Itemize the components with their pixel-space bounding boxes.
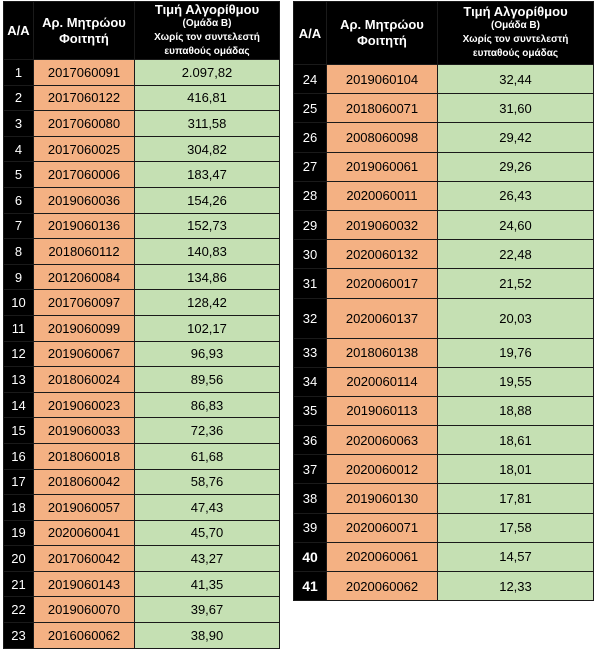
student-id: 2017060097 bbox=[34, 290, 135, 316]
row-number: 28 bbox=[294, 181, 327, 210]
table-row bbox=[4, 85, 280, 111]
algorithm-value: 58,76 bbox=[135, 469, 280, 495]
header-student-id-line2: Φοιτητή bbox=[357, 33, 407, 48]
algorithm-value: 26,43 bbox=[438, 181, 594, 210]
row-number: 3 bbox=[4, 111, 34, 137]
header-algorithm-value bbox=[438, 2, 594, 65]
student-id: 2020060071 bbox=[327, 513, 438, 542]
header-student-id-line1: Αρ. Μητρώου bbox=[42, 14, 126, 30]
algorithm-value: 32,44 bbox=[438, 65, 594, 94]
algorithm-value: 22,48 bbox=[438, 240, 594, 269]
algorithm-value: 18,01 bbox=[438, 455, 594, 484]
header-value-line3: Χωρίς τον συντελεστή bbox=[154, 31, 260, 43]
row-number: 16 bbox=[4, 443, 34, 469]
algorithm-value: 134,86 bbox=[135, 264, 280, 290]
algorithm-value: 102,17 bbox=[135, 315, 280, 341]
header-value-line1: Τιμή Αλγορίθμου bbox=[463, 4, 568, 19]
row-number: 5 bbox=[4, 162, 34, 188]
row-number: 8 bbox=[4, 239, 34, 265]
table-row bbox=[294, 240, 594, 269]
table-row bbox=[294, 269, 594, 298]
student-id: 2017060006 bbox=[34, 162, 135, 188]
algorithm-value: 18,88 bbox=[438, 396, 594, 425]
algorithm-value: 86,83 bbox=[135, 392, 280, 418]
row-number: 9 bbox=[4, 264, 34, 290]
row-number: 35 bbox=[294, 396, 327, 425]
header-value-line4: ευπαθούς ομάδας bbox=[472, 48, 559, 59]
row-number: 12 bbox=[4, 341, 34, 367]
row-number: 36 bbox=[294, 426, 327, 455]
algorithm-value: 12,33 bbox=[438, 572, 594, 601]
table-row bbox=[294, 542, 594, 571]
table-row bbox=[294, 298, 594, 338]
student-id: 2019060136 bbox=[34, 213, 135, 239]
row-number: 17 bbox=[4, 469, 34, 495]
table-row bbox=[4, 367, 280, 393]
algorithm-value: 183,47 bbox=[135, 162, 280, 188]
table-row bbox=[4, 162, 280, 188]
table-row bbox=[294, 152, 594, 181]
algorithm-value: 19,76 bbox=[438, 338, 594, 367]
table-row bbox=[4, 418, 280, 444]
table-row bbox=[294, 426, 594, 455]
student-id: 2019060061 bbox=[327, 152, 438, 181]
algorithm-value: 14,57 bbox=[438, 542, 594, 571]
student-id: 2019060070 bbox=[34, 597, 135, 623]
student-id: 2020060114 bbox=[327, 367, 438, 396]
student-id: 2017060042 bbox=[34, 546, 135, 572]
header-aa: Α/Α bbox=[294, 2, 327, 65]
algorithm-value: 45,70 bbox=[135, 520, 280, 546]
table-row bbox=[294, 210, 594, 239]
student-id: 2018060138 bbox=[327, 338, 438, 367]
student-id: 2017060080 bbox=[34, 111, 135, 137]
row-number: 31 bbox=[294, 269, 327, 298]
table-row bbox=[4, 469, 280, 495]
table-row bbox=[294, 94, 594, 123]
algorithm-value: 47,43 bbox=[135, 495, 280, 521]
header-value-line1: Τιμή Αλγορίθμου bbox=[154, 1, 260, 17]
row-number: 39 bbox=[294, 513, 327, 542]
header-aa: Α/Α bbox=[4, 2, 34, 60]
student-id: 2019060033 bbox=[34, 418, 135, 444]
table-row bbox=[294, 572, 594, 601]
algorithm-value: 43,27 bbox=[135, 546, 280, 572]
student-id: 2019060023 bbox=[34, 392, 135, 418]
row-number: 41 bbox=[294, 572, 327, 601]
algorithm-value: 154,26 bbox=[135, 187, 280, 213]
student-id: 2020060062 bbox=[327, 572, 438, 601]
algorithm-value: 17,58 bbox=[438, 513, 594, 542]
algorithm-value: 19,55 bbox=[438, 367, 594, 396]
algorithm-value: 311,58 bbox=[135, 111, 280, 137]
student-id: 2019060099 bbox=[34, 315, 135, 341]
table-row bbox=[294, 338, 594, 367]
student-id: 2018060042 bbox=[34, 469, 135, 495]
table-row bbox=[4, 597, 280, 623]
student-id: 2019060057 bbox=[34, 495, 135, 521]
row-number: 13 bbox=[4, 367, 34, 393]
student-id: 2017060025 bbox=[34, 136, 135, 162]
row-number: 6 bbox=[4, 187, 34, 213]
table-row bbox=[4, 520, 280, 546]
table-row bbox=[294, 484, 594, 513]
algorithm-value: 29,26 bbox=[438, 152, 594, 181]
algorithm-value: 21,52 bbox=[438, 269, 594, 298]
header-value-line3: Χωρίς τον συντελεστή bbox=[462, 34, 569, 45]
table-row bbox=[294, 65, 594, 94]
student-id: 2020060132 bbox=[327, 240, 438, 269]
student-id: 2019060032 bbox=[327, 210, 438, 239]
row-number: 11 bbox=[4, 315, 34, 341]
algorithm-value: 128,42 bbox=[135, 290, 280, 316]
ranking-table-right bbox=[293, 1, 594, 601]
table-row bbox=[4, 290, 280, 316]
row-number: 29 bbox=[294, 210, 327, 239]
algorithm-value: 24,60 bbox=[438, 210, 594, 239]
student-id: 2018060071 bbox=[327, 94, 438, 123]
header-student-id-line1: Αρ. Μητρώου bbox=[340, 17, 424, 32]
row-number: 26 bbox=[294, 123, 327, 152]
table-row bbox=[4, 546, 280, 572]
student-id: 2019060113 bbox=[327, 396, 438, 425]
row-number: 24 bbox=[294, 65, 327, 94]
header-value-line2: (Ομάδα Β) bbox=[182, 17, 232, 29]
student-id: 2019060067 bbox=[34, 341, 135, 367]
row-number: 7 bbox=[4, 213, 34, 239]
student-id: 2020060137 bbox=[327, 298, 438, 338]
algorithm-value: 2.097,82 bbox=[135, 60, 280, 86]
student-id: 2020060063 bbox=[327, 426, 438, 455]
header-row bbox=[4, 2, 280, 60]
algorithm-value: 89,56 bbox=[135, 367, 280, 393]
student-id: 2019060036 bbox=[34, 187, 135, 213]
row-number: 15 bbox=[4, 418, 34, 444]
table-row bbox=[4, 213, 280, 239]
header-algorithm-value bbox=[135, 2, 280, 60]
table-row bbox=[294, 455, 594, 484]
algorithm-value: 416,81 bbox=[135, 85, 280, 111]
table-row bbox=[294, 396, 594, 425]
header-value-line2: (Ομάδα Β) bbox=[491, 20, 540, 31]
algorithm-value: 41,35 bbox=[135, 571, 280, 597]
table-row bbox=[4, 111, 280, 137]
header-value-line4: ευπαθούς ομάδας bbox=[164, 45, 250, 57]
student-id: 2018060112 bbox=[34, 239, 135, 265]
row-number: 22 bbox=[4, 597, 34, 623]
table-row bbox=[4, 239, 280, 265]
algorithm-value: 72,36 bbox=[135, 418, 280, 444]
row-number: 10 bbox=[4, 290, 34, 316]
student-id: 2019060104 bbox=[327, 65, 438, 94]
algorithm-value: 29,42 bbox=[438, 123, 594, 152]
row-number: 34 bbox=[294, 367, 327, 396]
algorithm-value: 17,81 bbox=[438, 484, 594, 513]
student-id: 2019060130 bbox=[327, 484, 438, 513]
table-row bbox=[4, 623, 280, 649]
ranking-table-left bbox=[3, 1, 280, 649]
table-row bbox=[294, 181, 594, 210]
student-id: 2008060098 bbox=[327, 123, 438, 152]
algorithm-value: 38,90 bbox=[135, 623, 280, 649]
row-number: 14 bbox=[4, 392, 34, 418]
row-number: 38 bbox=[294, 484, 327, 513]
student-id: 2020060017 bbox=[327, 269, 438, 298]
student-id: 2019060143 bbox=[34, 571, 135, 597]
table-row bbox=[4, 443, 280, 469]
row-number: 25 bbox=[294, 94, 327, 123]
row-number: 21 bbox=[4, 571, 34, 597]
header-row bbox=[294, 2, 594, 65]
row-number: 4 bbox=[4, 136, 34, 162]
row-number: 23 bbox=[4, 623, 34, 649]
student-id: 2020060041 bbox=[34, 520, 135, 546]
student-id: 2020060061 bbox=[327, 542, 438, 571]
algorithm-value: 20,03 bbox=[438, 298, 594, 338]
table-row bbox=[4, 60, 280, 86]
row-number: 30 bbox=[294, 240, 327, 269]
table-row bbox=[4, 392, 280, 418]
algorithm-value: 140,83 bbox=[135, 239, 280, 265]
student-id: 2018060024 bbox=[34, 367, 135, 393]
student-id: 2020060012 bbox=[327, 455, 438, 484]
table-row bbox=[294, 513, 594, 542]
algorithm-value: 39,67 bbox=[135, 597, 280, 623]
row-number: 33 bbox=[294, 338, 327, 367]
header-student-id-line2: Φοιτητή bbox=[59, 30, 109, 46]
header-student-id bbox=[327, 2, 438, 65]
row-number: 40 bbox=[294, 542, 327, 571]
row-number: 1 bbox=[4, 60, 34, 86]
row-number: 20 bbox=[4, 546, 34, 572]
table-row bbox=[4, 571, 280, 597]
algorithm-value: 18,61 bbox=[438, 426, 594, 455]
table-row bbox=[4, 315, 280, 341]
table-row bbox=[4, 136, 280, 162]
row-number: 37 bbox=[294, 455, 327, 484]
table-row bbox=[4, 187, 280, 213]
header-student-id bbox=[34, 2, 135, 60]
student-id: 2020060011 bbox=[327, 181, 438, 210]
student-id: 2017060122 bbox=[34, 85, 135, 111]
table-row bbox=[4, 495, 280, 521]
row-number: 27 bbox=[294, 152, 327, 181]
row-number: 32 bbox=[294, 298, 327, 338]
table-row bbox=[4, 264, 280, 290]
student-id: 2017060091 bbox=[34, 60, 135, 86]
student-id: 2016060062 bbox=[34, 623, 135, 649]
table-row bbox=[4, 341, 280, 367]
student-id: 2012060084 bbox=[34, 264, 135, 290]
table-row bbox=[294, 367, 594, 396]
row-number: 2 bbox=[4, 85, 34, 111]
algorithm-value: 96,93 bbox=[135, 341, 280, 367]
row-number: 19 bbox=[4, 520, 34, 546]
algorithm-value: 61,68 bbox=[135, 443, 280, 469]
algorithm-value: 304,82 bbox=[135, 136, 280, 162]
table-row bbox=[294, 123, 594, 152]
row-number: 18 bbox=[4, 495, 34, 521]
algorithm-value: 31,60 bbox=[438, 94, 594, 123]
algorithm-value: 152,73 bbox=[135, 213, 280, 239]
student-id: 2018060018 bbox=[34, 443, 135, 469]
